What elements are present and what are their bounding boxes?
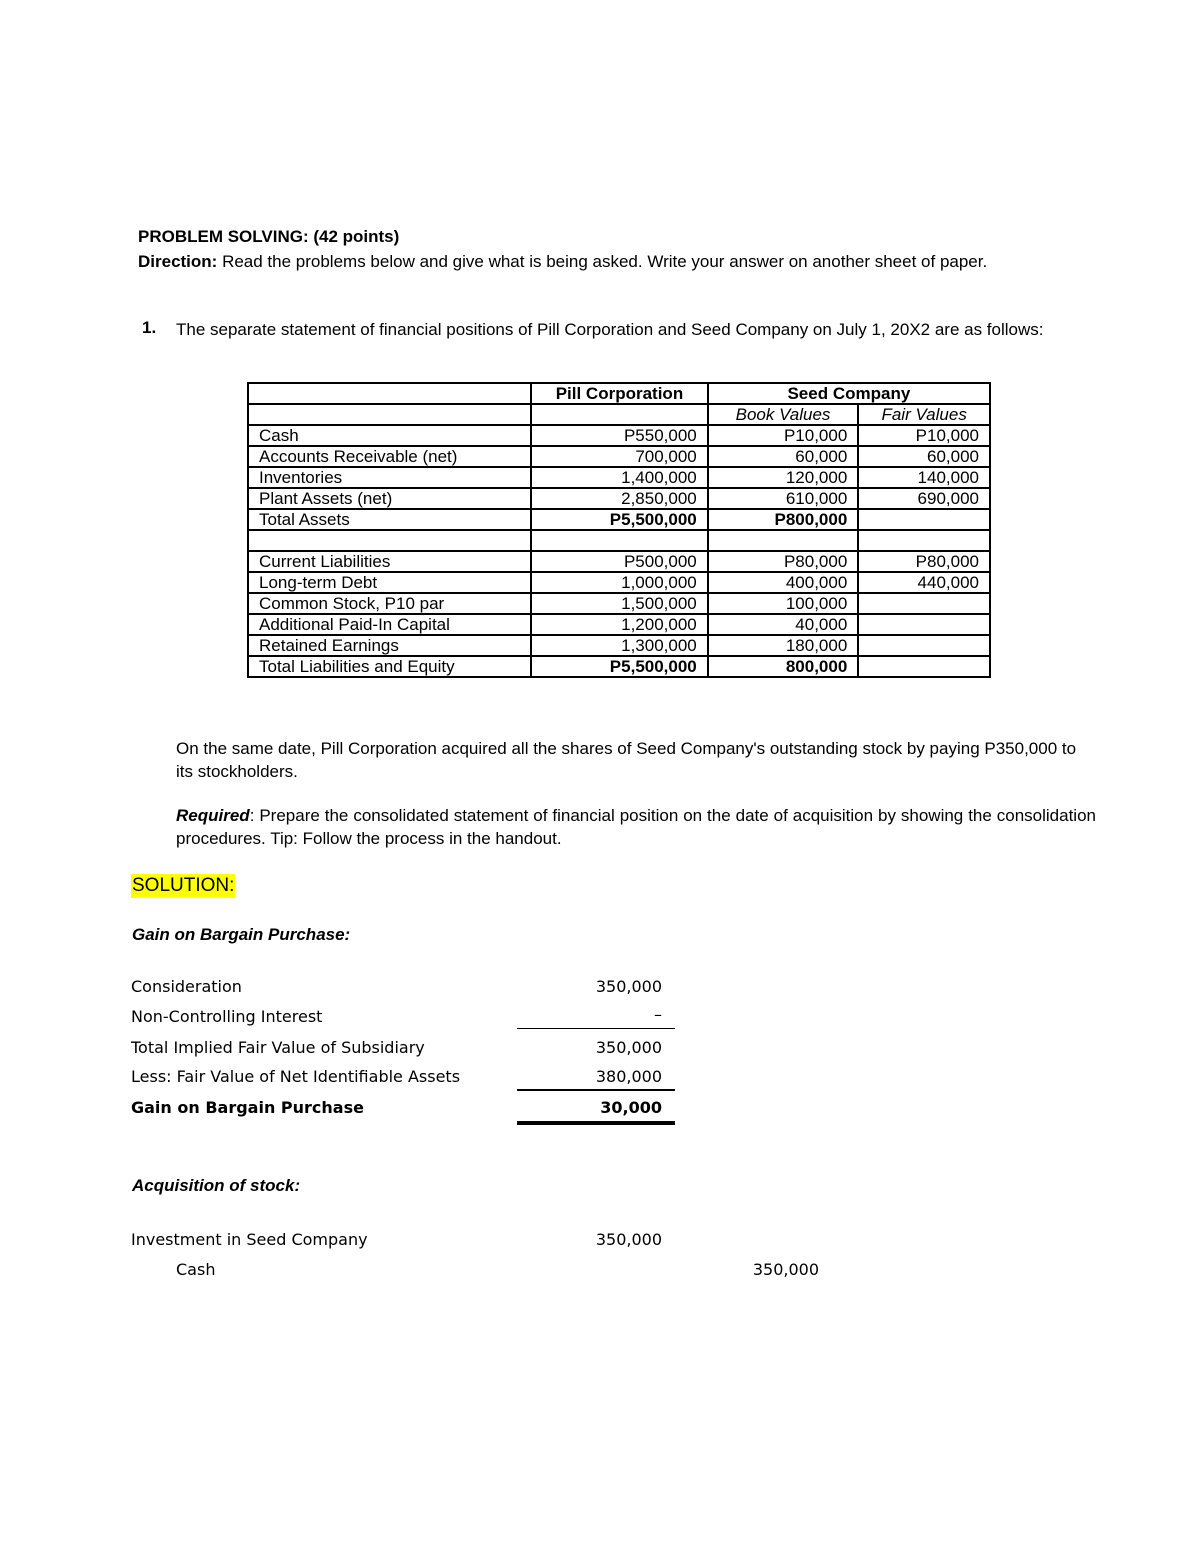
calc-label: Less: Fair Value of Net Identifiable Assets [131,1067,461,1086]
double-underline-rule [517,1121,675,1125]
calc-amount: – [654,1005,662,1024]
calc-label: Total Implied Fair Value of Subsidiary [131,1038,425,1057]
direction-paragraph [138,250,1096,273]
table-total-row: Total Assets P5,500,000 P800,000 [248,509,990,530]
required-label: Required [176,806,250,825]
credit-label: Cash [176,1260,216,1279]
required-text: : Prepare the consolidated statement of financial position on the date of acquisition by showing the consolidation procedures. Tip: Follow the process in the handout. [176,806,1096,848]
financial-position-table [247,382,991,678]
acquisition-paragraph: On the same date, Pill Corporation acquired all the shares of Seed Company's outstanding stock by paying P350,000 to its stockholders. [176,739,1077,781]
underline-rule [517,1028,675,1029]
problem-number: 1. [142,318,157,337]
calc-label: Consideration [131,977,242,996]
direction-label: Direction: [138,252,218,271]
subheader-book: Book Values [708,404,859,425]
table-row: Retained Earnings 1,300,000 180,000 [248,635,990,656]
calc-label: Non-Controlling Interest [131,1007,323,1026]
header-seed: Seed Company [708,383,990,404]
table-row: Plant Assets (net) 2,850,000 610,000 690,000 [248,488,990,509]
debit-amount: 350,000 [595,1230,662,1249]
table-row: Cash P550,000 P10,000 P10,000 [248,425,990,446]
table-row: Common Stock, P10 par 1,500,000 100,000 [248,593,990,614]
calc-amount: 380,000 [595,1067,662,1086]
debit-label: Investment in Seed Company [131,1230,368,1249]
direction-text: Read the problems below and give what is being asked. Write your answer on another sheet of paper. [217,252,988,271]
calc-amount: 350,000 [595,1038,662,1057]
table-total-row: Total Liabilities and Equity P5,500,000 800,000 [248,656,990,677]
required-paragraph [176,804,1096,850]
table-row: Current Liabilities P500,000 P80,000 P80,000 [248,551,990,572]
table-spacer-row [248,530,990,551]
section-heading: PROBLEM SOLVING: (42 points) [138,227,400,246]
header-pill: Pill Corporation [531,383,708,404]
acquisition-section-title: Acquisition of stock: [132,1176,301,1195]
calc-amount: 30,000 [600,1098,662,1117]
table-row: Long-term Debt 1,000,000 400,000 440,000 [248,572,990,593]
credit-amount: 350,000 [752,1260,819,1279]
problem-text: The separate statement of financial positions of Pill Corporation and Seed Company on July 1, 20X2 are as follows: [176,320,1044,339]
table-row: Additional Paid-In Capital 1,200,000 40,000 [248,614,990,635]
calc-amount: 350,000 [595,977,662,996]
table-header-row [248,383,990,404]
solution-label: SOLUTION: [132,875,235,896]
table-row: Inventories 1,400,000 120,000 140,000 [248,467,990,488]
gain-section-title: Gain on Bargain Purchase: [132,925,351,944]
table-row: Accounts Receivable (net) 700,000 60,000 60,000 [248,446,990,467]
calc-label: Gain on Bargain Purchase [131,1098,364,1117]
underline-rule [517,1089,675,1091]
subheader-fair: Fair Values [858,404,990,425]
table-subheader-row [248,404,990,425]
